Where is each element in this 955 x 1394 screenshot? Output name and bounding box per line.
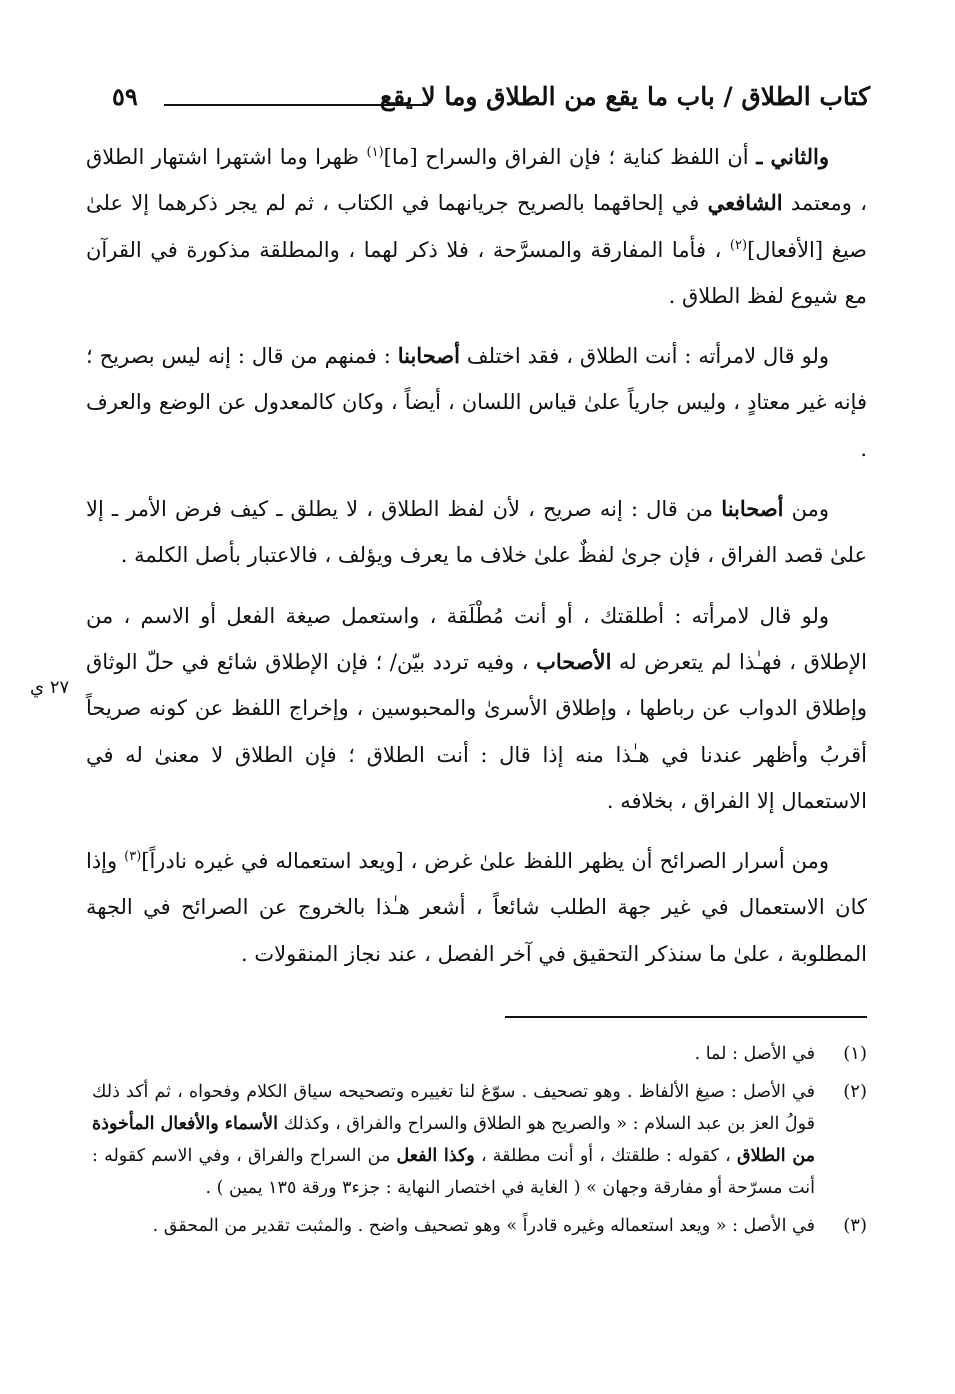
text-run: في الأصل : صيغ الألفاظ . وهو تصحيف . سوّغ لنا تغييره وتصحيحه سياق الكلام وفحواه ، ثم أكد ذلك قولُ العز بن عبد السلام : « والصريح هو الطلاق والسراح والفراق ، وكذلك (92, 1082, 816, 1134)
chapter-title: كتاب الطلاق / باب ما يقع من الطلاق وما لا يقع (379, 82, 870, 111)
footnote-separator (505, 1016, 867, 1018)
running-header (112, 82, 870, 122)
text-run: ظهرا وما اشتهرا اشتهار الطلاق ، ومعتمد (86, 145, 867, 216)
paragraph (86, 134, 867, 319)
text-run: أن اللفظ كناية ؛ فإن الفراق والسراح [ما] (383, 145, 757, 169)
paragraph (86, 593, 867, 824)
emphasized-text: الشافعي (707, 190, 783, 216)
footnote-number: (٣) (843, 1215, 867, 1236)
text-run: ومن أسرار الصرائح أن يظهر اللفظ علىٰ غرض ، [ويعد استعماله في غيره نادراً] (141, 849, 829, 874)
emphasized-text: أصحابنا (397, 343, 460, 369)
text-run: ، فأما المفارقة والمسرَّحة ، فلا ذكر لهما ، والمطلقة مذكورة في القرآن مع شيوع لفظ الطلاق . (86, 237, 867, 308)
footnotes (92, 1038, 867, 1248)
paragraph (86, 838, 867, 977)
text-run: وإذا كان الاستعمال في غير جهة الطلب شائعاً ، أشعر هـٰذا بالخروج عن الصرائح في الجهة المطلوبة ، علىٰ ما سنذكر التحقيق في آخر الفصل ، عند نجاز المنقولات . (86, 849, 867, 966)
text-run: : فمنهم من قال : إنه ليس بصريح ؛ فإنه غير معتادٍ ، وليس جارياً علىٰ قياس اللسان ، أيضاً ، وكان كالمعدول عن الوضع والعرف . (86, 344, 867, 461)
paragraph (86, 333, 867, 472)
text-run: ، وفيه تردد بيّن/ ؛ فإن الإطلاق شائع في حلّ الوثاق وإطلاق الدواب عن رباطها ، وإطلاق الأسرىٰ والمحبوسين ، وإخراج اللفظ عن كونه صريحاً أقربُ وأظهر عندنا في هـٰذا منه إذا قال : أنت الطلاق ؛ فإن الطلاق لا معنىٰ له في الاستعمال إلا الفراق ، بخلافه . (86, 649, 867, 813)
text-run: في الأصل : « ويعد استعماله وغيره قادراً » وهو تصحيف واضح . والمثبت تقدير من المحقق . (152, 1216, 815, 1236)
footnote-number: (١) (843, 1043, 867, 1064)
text-run: ولو قال لامرأته : أنت الطلاق ، فقد اختلف (459, 344, 830, 369)
emphasized-text: الأسماء والأفعال المأخوذة من الطلاق (92, 1114, 816, 1166)
footnote-ref: (٢) (729, 237, 748, 253)
page-number: ٥٩ (112, 82, 138, 111)
paragraph (86, 486, 867, 579)
text-run: في إلحاقهما بالصريح جريانهما في الكتاب ، ثم لم يجر ذكرهما إلا علىٰ صيغ [الأفعال] (86, 191, 867, 262)
text-run: من السراح والفراق ، وفي الاسم كقوله : أنت مسرّحة أو مفارقة وجهان » ( الغاية في اختصار النهاية : جزء٣ ورقة ١٣٥ يمين ) . (92, 1146, 815, 1198)
text-run: في الأصل : لما . (694, 1044, 815, 1064)
footnote-number: (٢) (843, 1081, 867, 1102)
footnote-text (92, 1082, 815, 1198)
footnote-text (695, 1044, 815, 1064)
emphasized-text: الأصحاب (536, 648, 612, 674)
footnote (92, 1210, 867, 1242)
emphasized-text: وكذا الفعل (396, 1146, 475, 1166)
footnote (92, 1038, 867, 1070)
header-rule (164, 104, 428, 106)
text-run: ولو قال لامرأته : أطلقتك ، أو أنت مُطْلَقة ، واستعمل صيغة الفعل أو الاسم ، من الإطلاق ، فهـٰذا لم يتعرض له (86, 603, 867, 674)
footnote-ref: (٣) (124, 849, 142, 865)
footnote (92, 1076, 867, 1204)
manuscript-folio-marker: ٢٧ ي (30, 677, 70, 698)
footnote-ref: (١) (366, 145, 384, 160)
text-run: ومن (783, 497, 829, 522)
footnote-text (153, 1216, 815, 1236)
text-run: ، كقوله : طلقتك ، أو أنت مطلقة ، (474, 1146, 738, 1166)
emphasized-text: أصحابنا (721, 496, 784, 522)
emphasized-text: والثاني ـ (756, 144, 829, 169)
main-text (86, 134, 867, 991)
text-run: من قال : إنه صريح ، لأن لفظ الطلاق ، لا يطلق ـ كيف فرض الأمر ـ إلا علىٰ قصد الفراق ، فإن جرىٰ لفظٌ علىٰ خلاف ما يعرف ويؤلف ، فالاعتبار بأصل الكلمة . (86, 497, 867, 568)
